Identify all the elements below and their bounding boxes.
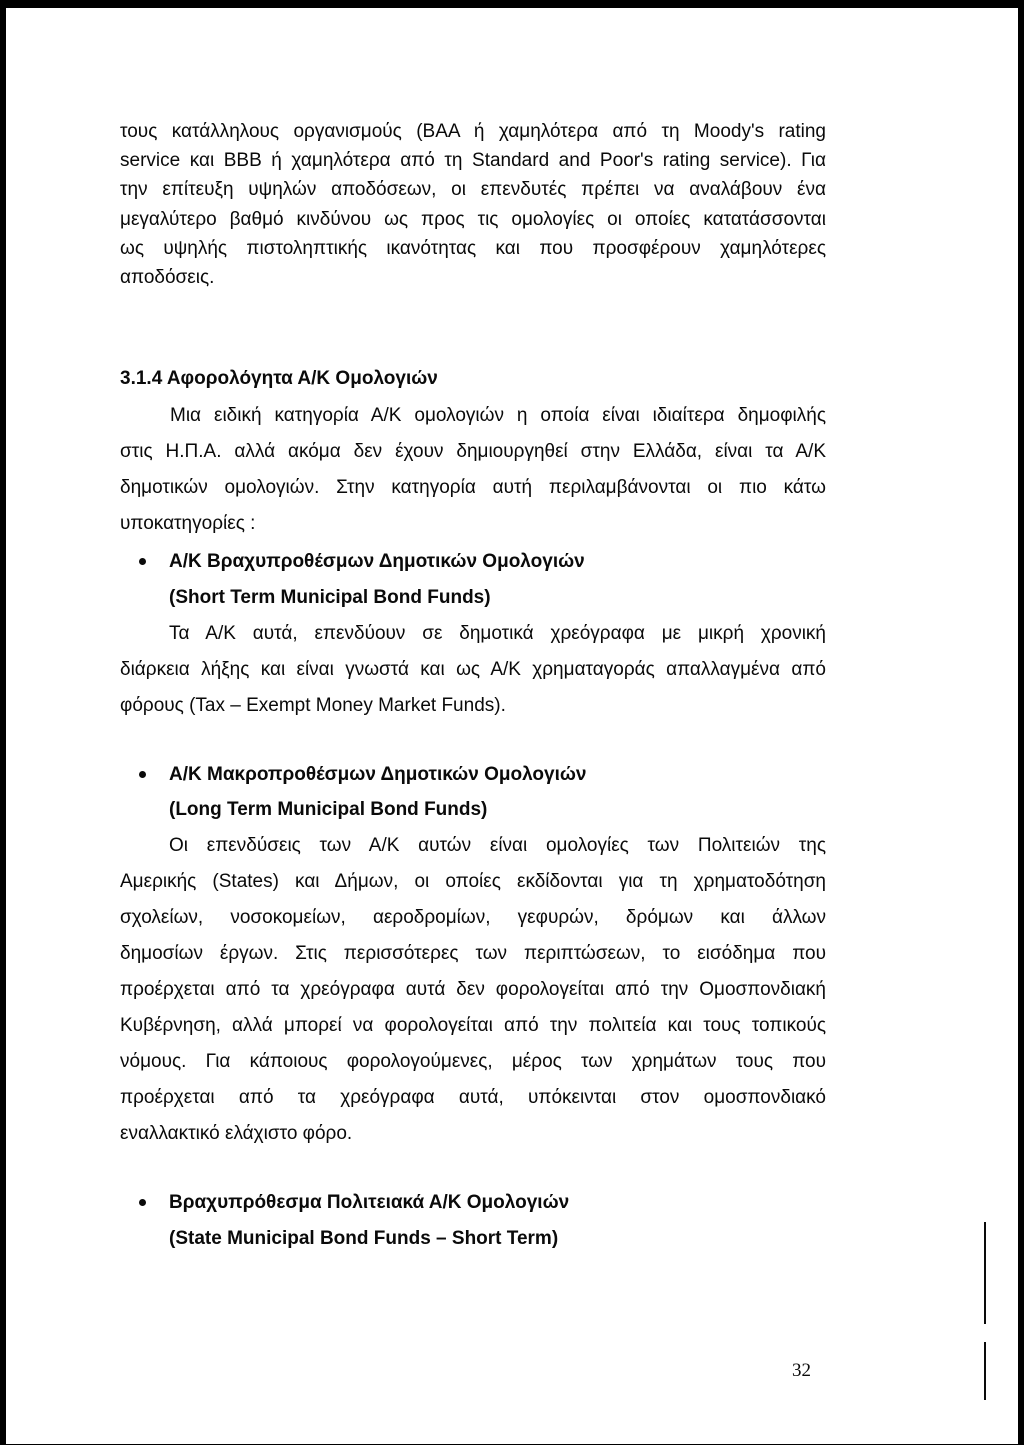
bullet-2-body-line-4: δημοσίων έργων. Στις περισσότερες των περιπτώσεων, το εισόδημα που (120, 943, 826, 964)
bullet-2-subtitle: (Long Term Municipal Bond Funds) (169, 799, 488, 820)
bullet-1-body-line-3: φόρους (Tax – Exempt Money Market Funds). (120, 695, 506, 716)
bullet-2-body-line-2: Αμερικής (States) και Δήμων, οι οποίες εκδίδονται για τη χρηματοδότηση (120, 871, 826, 892)
bullet-3-subtitle: (State Municipal Bond Funds – Short Term) (169, 1228, 559, 1249)
bullet-2-body-line-3: σχολείων, νοσοκομείων, αεροδρομίων, γεφυρών, δρόμων και άλλων (120, 907, 826, 928)
bullet-3-title: Βραχυπρόθεσμα Πολιτειακά Α/Κ Ομολογιών (169, 1192, 570, 1213)
bullet-icon (139, 771, 146, 778)
section-heading: 3.1.4 Αφορολόγητα Α/Κ Ομολογιών (120, 368, 438, 389)
bullet-1-title: Α/Κ Βραχυπροθέσμων Δημοτικών Ομολογιών (169, 551, 585, 572)
intro-line-5: ως υψηλής πιστοληπτικής ικανότητας και που προσφέρουν χαμηλότερες (120, 238, 826, 259)
intro-line-3: την επίτευξη υψηλών αποδόσεων, οι επενδυτές πρέπει να αναλάβουν ένα (120, 179, 826, 200)
bullet-1-body-line-1: Τα Α/Κ αυτά, επενδύουν σε δημοτικά χρεόγραφα με μικρή χρονική (169, 623, 826, 644)
margin-rule (984, 1342, 986, 1400)
intro-line-2: service και ΒΒΒ ή χαμηλότερα από τη Standard and Poor's rating service). Για (120, 150, 826, 171)
intro-line-1: τους κατάλληλους οργανισμούς (ΒΑΑ ή χαμηλότερα από τη Moody's rating (120, 121, 826, 142)
bullet-2-body-line-9: εναλλακτικό ελάχιστο φόρο. (120, 1123, 353, 1144)
section-intro-line-3: δημοτικών ομολογιών. Στην κατηγορία αυτή περιλαμβάνονται οι πιο κάτω (120, 477, 826, 498)
bullet-2-body-line-6: Κυβέρνηση, αλλά μπορεί να φορολογείται από την πολιτεία και τους τοπικούς (120, 1015, 826, 1036)
intro-line-4: μεγαλύτερο βαθμό κινδύνου ως προς τις ομολογίες οι οποίες κατατάσσονται (120, 209, 826, 230)
intro-line-6: αποδόσεις. (120, 267, 215, 288)
bullet-2-body-line-5: προέρχεται από τα χρεόγραφα αυτά δεν φορολογείται από την Ομοσπονδιακή (120, 979, 826, 1000)
section-intro-line-1: Μια ειδική κατηγορία Α/Κ ομολογιών η οποία είναι ιδιαίτερα δημοφιλής (170, 405, 826, 426)
bullet-2-body-line-1: Οι επενδύσεις των Α/Κ αυτών είναι ομολογίες των Πολιτειών της (169, 835, 826, 856)
bullet-2-title: Α/Κ Μακροπροθέσμων Δημοτικών Ομολογιών (169, 764, 587, 785)
bullet-1-subtitle: (Short Term Municipal Bond Funds) (169, 587, 491, 608)
bullet-2-body-line-7: νόμους. Για κάποιους φορολογούμενες, μέρος των χρημάτων τους που (120, 1051, 826, 1072)
margin-rule (984, 1222, 986, 1324)
bullet-icon (139, 1199, 146, 1206)
section-intro-line-4: υποκατηγορίες : (120, 513, 256, 534)
bullet-1-body-line-2: διάρκεια λήξης και είναι γνωστά και ως Α/Κ χρηματαγοράς απαλλαγμένα από (120, 659, 826, 680)
bullet-2-body-line-8: προέρχεται από τα χρεόγραφα αυτά, υπόκεινται στον ομοσπονδιακό (120, 1087, 826, 1108)
page-number: 32 (792, 1360, 811, 1381)
section-intro-line-2: στις Η.Π.Α. αλλά ακόμα δεν έχουν δημιουργηθεί στην Ελλάδα, είναι τα Α/Κ (120, 441, 826, 462)
bullet-icon (139, 558, 146, 565)
